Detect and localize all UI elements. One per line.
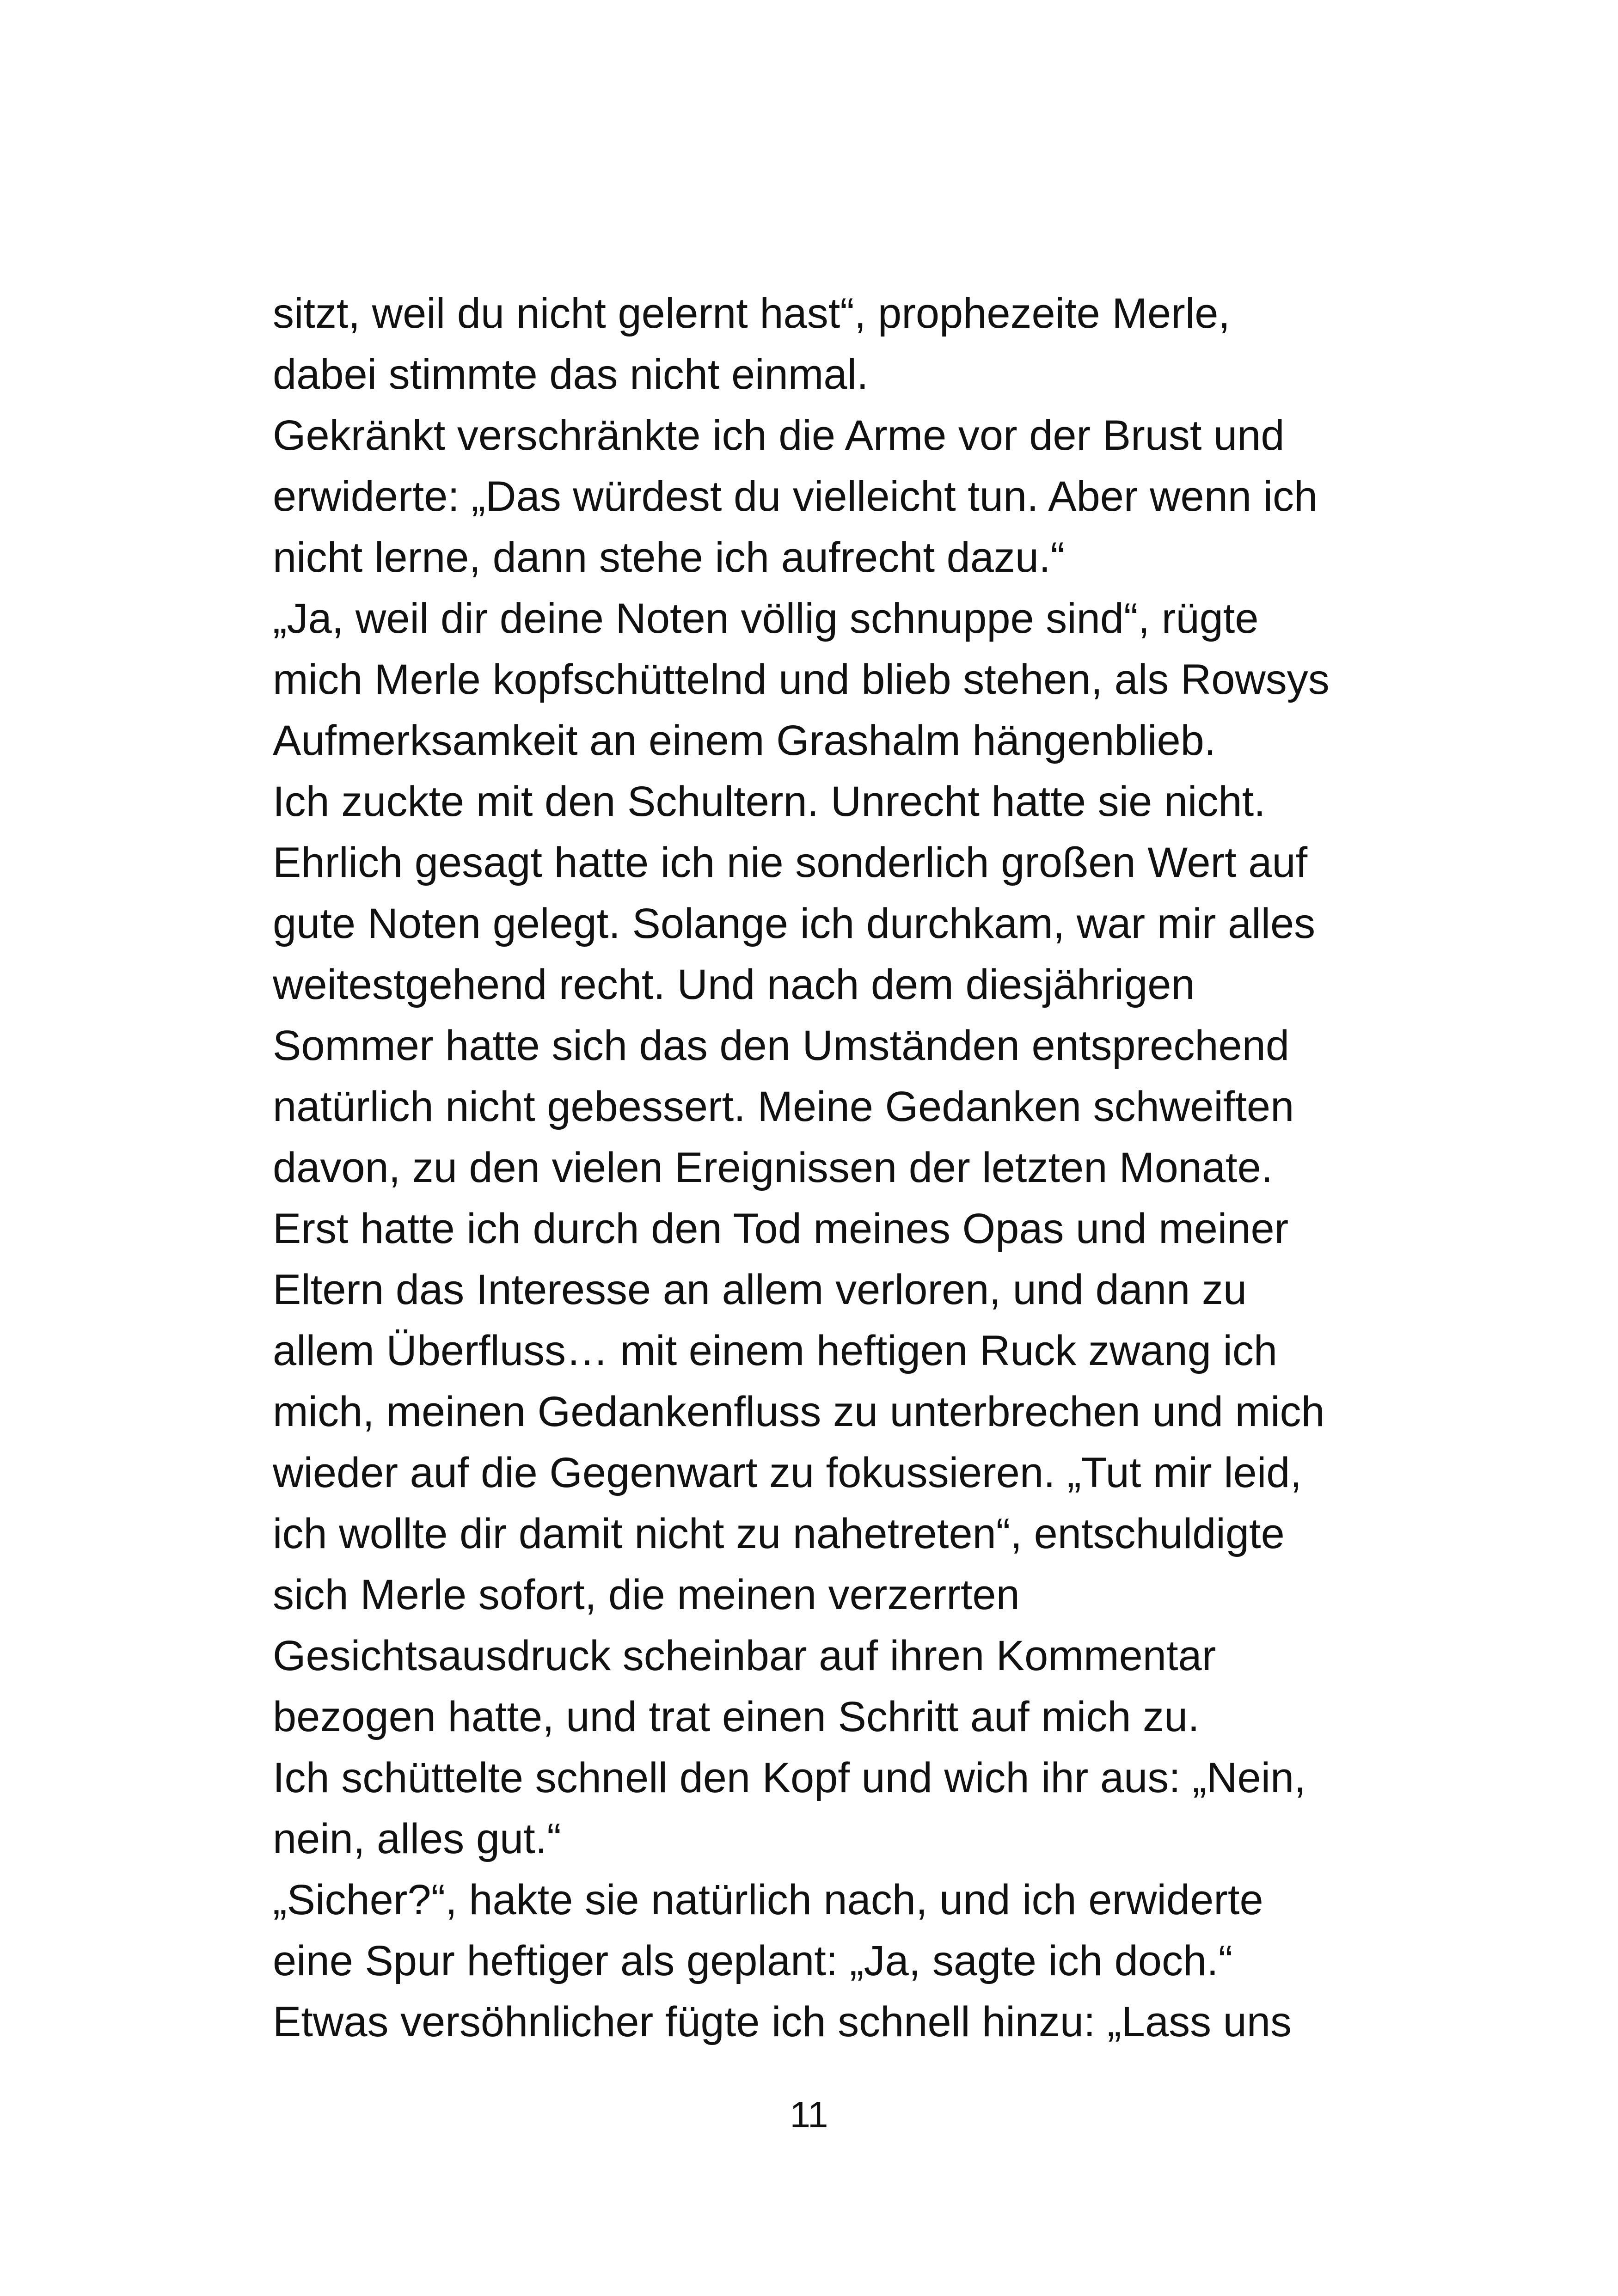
text-line: Ehrlich gesagt hatte ich nie sonderlich großen Wert auf bbox=[273, 839, 1308, 886]
body-text bbox=[273, 283, 1391, 2052]
text-line: gute Noten gelegt. Solange ich durchkam, war mir alles bbox=[273, 900, 1316, 947]
text-line: weitestgehend recht. Und nach dem diesjährigen bbox=[273, 961, 1195, 1008]
text-line: Gesichtsausdruck scheinbar auf ihren Kommentar bbox=[273, 1632, 1216, 1679]
text-line: mich Merle kopfschüttelnd und blieb stehen, als Rowsys bbox=[273, 656, 1330, 703]
text-line: ich wollte dir damit nicht zu nahetreten“, entschuldigte bbox=[273, 1510, 1285, 1557]
text-line: wieder auf die Gegenwart zu fokussieren. „Tut mir leid, bbox=[273, 1449, 1302, 1496]
text-line: sich Merle sofort, die meinen verzerrten bbox=[273, 1571, 1020, 1618]
page-number: 11 bbox=[790, 2094, 828, 2135]
text-line: Aufmerksamkeit an einem Grashalm hängenblieb. bbox=[273, 717, 1216, 764]
text-line: eine Spur heftiger als geplant: „Ja, sagte ich doch.“ bbox=[273, 1937, 1233, 1984]
text-line: Etwas versöhnlicher fügte ich schnell hinzu: „Lass uns bbox=[273, 1998, 1292, 2045]
text-line: „Ja, weil dir deine Noten völlig schnuppe sind“, rügte bbox=[273, 595, 1259, 642]
text-line: davon, zu den vielen Ereignissen der letzten Monate. bbox=[273, 1144, 1273, 1191]
text-line: Ich zuckte mit den Schultern. Unrecht hatte sie nicht. bbox=[273, 778, 1266, 825]
text-line: mich, meinen Gedankenfluss zu unterbrechen und mich bbox=[273, 1388, 1325, 1435]
text-line: nicht lerne, dann stehe ich aufrecht dazu.“ bbox=[273, 534, 1065, 581]
text-line: sitzt, weil du nicht gelernt hast“, prophezeite Merle, bbox=[273, 290, 1230, 337]
text-line: Sommer hatte sich das den Umständen entsprechend bbox=[273, 1022, 1290, 1069]
text-line: Gekränkt verschränkte ich die Arme vor der Brust und bbox=[273, 412, 1285, 459]
text-line: dabei stimmte das nicht einmal. bbox=[273, 351, 869, 398]
text-line: Eltern das Interesse an allem verloren, und dann zu bbox=[273, 1266, 1247, 1313]
text-line: allem Überfluss… mit einem heftigen Ruck zwang ich bbox=[273, 1327, 1278, 1374]
text-line: natürlich nicht gebessert. Meine Gedanken schweiften bbox=[273, 1083, 1294, 1130]
text-line: „Sicher?“, hakte sie natürlich nach, und ich erwiderte bbox=[273, 1876, 1263, 1923]
text-line: bezogen hatte, und trat einen Schritt auf mich zu. bbox=[273, 1693, 1200, 1740]
text-line: nein, alles gut.“ bbox=[273, 1815, 561, 1862]
text-line: Erst hatte ich durch den Tod meines Opas und meiner bbox=[273, 1205, 1289, 1252]
text-line: erwiderte: „Das würdest du vielleicht tun. Aber wenn ich bbox=[273, 473, 1318, 520]
text-line: Ich schüttelte schnell den Kopf und wich ihr aus: „Nein, bbox=[273, 1754, 1306, 1801]
